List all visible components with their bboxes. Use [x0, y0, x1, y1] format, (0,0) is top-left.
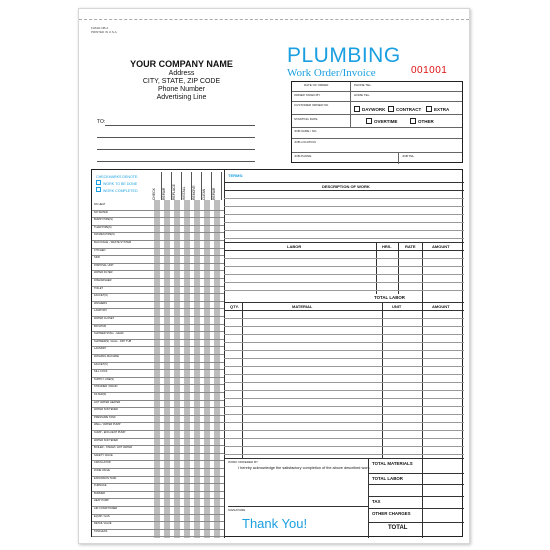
material-line[interactable] [224, 454, 464, 455]
material-line[interactable] [224, 382, 464, 383]
item-label: SHOWER(S) / HALL - DRY TUB [94, 339, 132, 343]
home-tel-field[interactable]: HOME TEL. [354, 93, 371, 97]
item-label: BATHTUB [94, 324, 106, 328]
company-address: Address [168, 70, 195, 77]
labor-line[interactable] [224, 258, 464, 259]
item-label: LAUNDRY [94, 347, 107, 351]
item-label: HOT WATER HEATER [94, 400, 121, 404]
to-line[interactable] [97, 161, 255, 162]
item-row [92, 346, 224, 347]
column-head: REPAIR [162, 172, 172, 200]
total-materials-label: TOTAL MATERIALS [372, 461, 413, 466]
item-row [92, 468, 224, 469]
item-label: THAW PIPE(S) [94, 225, 112, 229]
item-label: CIRCULATOR [94, 461, 111, 465]
item-label: SINK [94, 256, 101, 260]
item-label: SHOWER STALL - HEAD [94, 332, 124, 336]
item-label: SILL COCK [94, 370, 108, 374]
form-subtitle: Work Order/Invoice [287, 67, 376, 79]
rate-header: RATE [405, 244, 416, 249]
item-label: KITCHEN [94, 248, 106, 252]
job-location-field[interactable]: JOB LOCATION [294, 140, 316, 144]
acknowledgement-text: I hereby acknowledge the satisfactory completion of the above described work. [238, 466, 371, 470]
item-label: RETAIL VALVE [94, 522, 112, 526]
item-label: STRAINER / DRAIN [94, 385, 118, 389]
amount-header: AMOUNT [432, 244, 450, 249]
material-line[interactable] [224, 438, 464, 439]
item-row [92, 324, 224, 325]
other-checkbox[interactable]: OTHER [410, 118, 434, 124]
item-label: BURST PIPE(S) [94, 218, 113, 222]
item-label: BLOCKAGE - WASTE SYSTEM [94, 241, 132, 244]
description-line[interactable] [224, 222, 464, 223]
to-line[interactable] [97, 149, 255, 150]
material-line[interactable] [224, 334, 464, 335]
labor-line[interactable] [224, 266, 464, 267]
terms-label: TERMS: [228, 173, 244, 178]
work-ordered-by-label: WORK ORDERED BY [228, 460, 259, 464]
item-row [92, 491, 224, 492]
description-line[interactable] [224, 238, 464, 239]
material-line[interactable] [224, 390, 464, 391]
item-label: FURNACE [94, 484, 107, 488]
item-label: BURNER [94, 491, 105, 495]
labor-line[interactable] [224, 274, 464, 275]
item-label: LAVATORY [94, 309, 108, 313]
phone-field[interactable]: PHONE TEL. [354, 83, 372, 87]
daywork-checkbox[interactable]: DAYWORK [354, 106, 385, 112]
total-labor-label: TOTAL LABOR [374, 295, 405, 300]
description-line[interactable] [224, 206, 464, 207]
print-info [91, 26, 118, 34]
qty-header: QTY. [230, 304, 239, 309]
column-head: REPAIR [212, 172, 222, 200]
item-row [92, 286, 224, 287]
item-row [92, 498, 224, 499]
item-label: SAFETY VALVE [94, 453, 113, 457]
labor-line[interactable] [224, 290, 464, 291]
company-advertising: Advertising Line [156, 94, 207, 101]
to-line[interactable] [97, 137, 255, 138]
material-line[interactable] [224, 406, 464, 407]
item-row [92, 255, 224, 256]
item-label: FROZEN PIPE(S) [94, 233, 115, 237]
item-label: PRESSURE TANK [94, 415, 116, 419]
item-label: NO WATER [94, 210, 108, 214]
item-label: NO HEAT [94, 203, 106, 206]
description-line[interactable] [224, 198, 464, 199]
material-line[interactable] [224, 326, 464, 327]
other-charges-label: OTHER CHARGES [372, 511, 411, 516]
item-label: BOILER - STEAM / HOT WATER [94, 446, 133, 450]
material-line[interactable] [224, 350, 464, 351]
item-label: WASHING MACHINE [94, 355, 119, 358]
material-line[interactable] [224, 430, 464, 431]
checkmark-legend [96, 174, 138, 194]
item-label: WATER FILTER [94, 271, 113, 275]
thank-you-text: Thank You! [242, 516, 308, 531]
material-line[interactable] [224, 374, 464, 375]
extra-checkbox[interactable]: EXTRA [426, 106, 449, 112]
item-row [92, 529, 224, 530]
invoice-sheet [78, 8, 470, 544]
form-title: PLUMBING [287, 44, 401, 67]
company-block [99, 59, 264, 102]
tax-label: TAX [372, 499, 381, 504]
work-order-table [91, 169, 463, 537]
signature-label: SIGNATURE [228, 508, 246, 512]
grand-total-label: TOTAL [388, 525, 408, 531]
title-block [287, 45, 407, 79]
material-amount-header: AMOUNT [432, 304, 450, 309]
item-label: TOILET [94, 286, 104, 290]
material-line[interactable] [224, 366, 464, 367]
item-label: AIR CONDITIONER [94, 507, 118, 510]
date-of-order-field[interactable]: DATE OF ORDER [304, 83, 329, 87]
hours-header: HRS. [382, 244, 392, 249]
item-label: ZONE VALVE [94, 469, 110, 472]
item-label: WATER CLOSET [94, 317, 115, 320]
item-label: WATER SOFTENER [94, 408, 118, 412]
order-info-box [291, 81, 463, 163]
item-label: SUPPLY LINE(S) [94, 377, 114, 381]
item-row [92, 308, 224, 309]
legend-to-be-done: WORK TO BE DONE [96, 180, 138, 187]
item-label: FAUCET(S) [94, 362, 108, 366]
item-row [92, 301, 224, 302]
description-header: DESCRIPTION OF WORK [322, 184, 370, 189]
item-label: FILTER(S) [94, 393, 107, 396]
starting-date-field[interactable]: STARTING DATE [294, 117, 318, 121]
job-name-field[interactable]: JOB NAME / NO. [294, 129, 318, 133]
company-city: CITY, STATE, ZIP CODE [142, 78, 221, 85]
item-row [92, 210, 224, 211]
item-label: WASHERS [94, 301, 108, 305]
item-row [92, 514, 224, 515]
column-head: REMOVE [192, 172, 202, 200]
item-row [92, 293, 224, 294]
item-row [92, 536, 224, 537]
unit-header: UNIT [392, 304, 402, 309]
item-label: DISPOSAL UNIT [94, 263, 114, 267]
item-label: HEAT PUMP [94, 499, 109, 503]
description-line[interactable] [224, 230, 464, 231]
item-row [92, 362, 224, 363]
material-line[interactable] [224, 414, 464, 415]
labor-line[interactable] [224, 282, 464, 283]
order-taken-by-field[interactable]: ORDER TAKEN BY [294, 93, 321, 97]
material-line[interactable] [224, 398, 464, 399]
material-line[interactable] [224, 422, 464, 423]
to-line[interactable] [105, 125, 255, 126]
perforation-line [79, 19, 469, 20]
item-label: WATER SOFTENER [94, 438, 118, 442]
material-line[interactable] [224, 446, 464, 447]
material-line[interactable] [224, 342, 464, 343]
material-line[interactable] [224, 358, 464, 359]
item-label: DISHWASHER [94, 279, 112, 282]
description-line[interactable] [224, 214, 464, 215]
item-label: FAUCET(S) [94, 294, 108, 298]
material-line[interactable] [224, 318, 464, 319]
company-phone: Phone Number [157, 86, 206, 93]
material-header: MATERIAL [292, 304, 313, 309]
contract-checkbox[interactable]: CONTRACT [388, 106, 421, 112]
item-label: TANKLESS [94, 529, 108, 533]
item-row [92, 369, 224, 370]
job-tel-field[interactable]: JOB TEL. [402, 154, 415, 158]
total-labor-summary-label: TOTAL LABOR [372, 476, 403, 481]
item-label: EXPANSION TANK [94, 476, 117, 480]
legend-completed: WORK COMPLETED [96, 187, 138, 194]
item-row [92, 483, 224, 484]
to-label: TO: [97, 119, 106, 125]
item-label: SUMP - EFFLUENT PUMP [94, 431, 126, 434]
printed-in: PRINTED IN U.S.A. [91, 30, 118, 34]
column-head: CHECK [152, 172, 162, 200]
job-phone-field[interactable]: JOB PHONE [294, 154, 312, 158]
overtime-checkbox[interactable]: OVERTIME [366, 118, 398, 124]
customer-order-no-field[interactable]: CUSTOMER ORDER NO. [294, 103, 329, 107]
item-row [92, 392, 224, 393]
legend-title: CHECKMARKS DENOTE: [96, 175, 139, 179]
form-code: FLB1D-NB-4 [91, 26, 109, 30]
company-name: YOUR COMPANY NAME [130, 59, 233, 69]
labor-header: LABOR [287, 244, 302, 249]
column-head: INSTALL [182, 172, 192, 200]
item-label: EQUIP / GAS [94, 514, 110, 518]
item-label: WELL / WATER PUMP [94, 423, 121, 427]
item-row [92, 248, 224, 249]
column-head: CLEAN [202, 172, 212, 200]
column-head: REPLACE [172, 172, 182, 200]
invoice-number: 001001 [411, 65, 448, 76]
item-row [92, 460, 224, 461]
